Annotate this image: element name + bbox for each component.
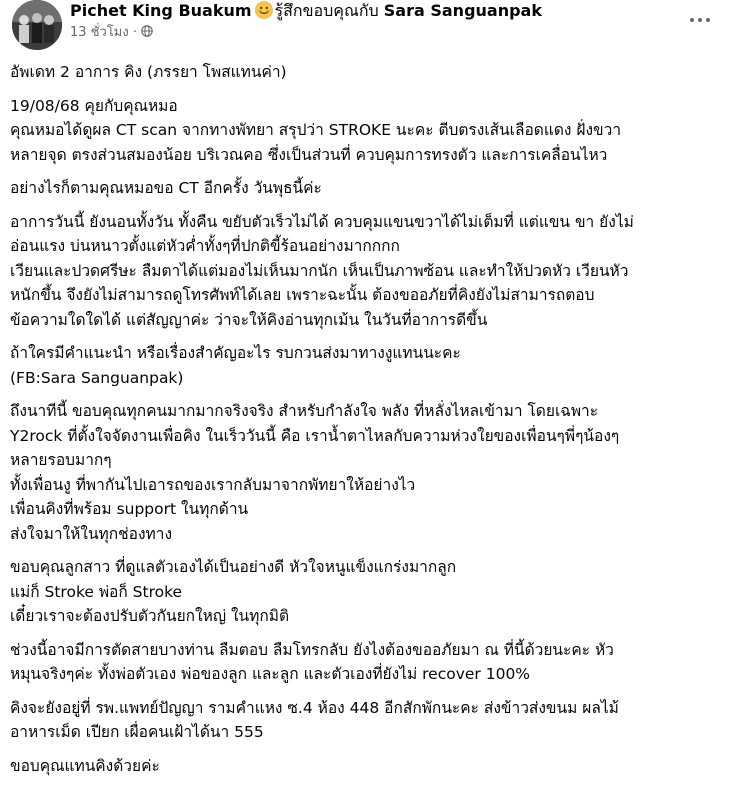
- post-text-line: ช่วงนี้อาจมีการตัดสายบางท่าน ลืมตอบ ลืมโทรกลับ ยังไงต้องขออภัยมา ณ ที่นี้ด้วยนะคะ หัว: [10, 640, 614, 659]
- post-text-line: ถ้าใครมีคำแนะนำ หรือเรื่องสำคัญอะไร รบกวนส่งมาทางงูแทนนะคะ: [10, 344, 461, 362]
- post-paragraph: [10, 638, 722, 687]
- post-header: [12, 0, 718, 52]
- post-paragraph: [10, 60, 722, 85]
- post-paragraph: [10, 555, 722, 629]
- post-body: [10, 60, 722, 787]
- smiling-face-emoji-icon: [255, 1, 273, 19]
- post-text-line: ทั้งเพื่อนงู ที่พากันไปเอารถของเรากลับมาจากพัทยาให้อย่างไว: [10, 475, 416, 494]
- tagged-person[interactable]: Sara Sanguanpak: [383, 1, 542, 20]
- post-timestamp[interactable]: 13 ชั่วโมง: [70, 25, 129, 40]
- post-text-line: ขอบคุณลูกสาว ที่ดูแลตัวเองได้เป็นอย่างดี หัวใจหนูแข็งแกร่งมากลูก: [10, 558, 457, 576]
- post-paragraph: [10, 94, 722, 168]
- post-text-line: ขอบคุณแทนคิงด้วยค่ะ: [10, 756, 160, 775]
- post-text-line: เพื่อนคิงที่พร้อม support ในทุกด้าน: [10, 500, 249, 518]
- globe-icon[interactable]: [141, 25, 153, 37]
- more-options-button[interactable]: [682, 6, 718, 34]
- post-paragraph: [10, 341, 722, 390]
- post-text-line: เดี๋ยวเราจะต้องปรับตัวกันยกใหญ่ ในทุกมิติ: [10, 607, 290, 625]
- post-text-line: หลายรอบมากๆ: [10, 451, 112, 469]
- more-dot: [698, 18, 702, 22]
- more-dot: [690, 18, 694, 22]
- post-text-line: ถึงนาทีนี้ ขอบคุณทุกคนมากมากจริงจริง สำหรับกำลังใจ พลัง ที่หลั่งไหลเข้ามา โดยเฉพาะ: [10, 402, 599, 420]
- post-paragraph: [10, 399, 722, 546]
- post-text-line: หลายจุด ตรงส่วนสมองน้อย บริเวณคอ ซึ่งเป็นส่วนที่ ควบคุมการทรงตัว และการเคลื่อนไหว: [10, 145, 608, 164]
- post-text-line: อ่อนแรง บ่นหนาวตั้งแต่หัวค่ำทั้งๆที่ปกติขี้ร้อนอย่างมากกกก: [10, 237, 400, 255]
- post-text-line: อย่างไรก็ตามคุณหมอขอ CT อีกครั้ง วันพุธนี้ค่ะ: [10, 179, 322, 197]
- post-paragraph: [10, 754, 722, 779]
- post-text-line: แม่ก็ Stroke พ่อก็ Stroke: [10, 582, 183, 601]
- avatar-image: [12, 0, 62, 50]
- post-text-line: หนักขึ้น จึงยังไม่สามารถดูโทรศัพท์ได้เลย เพราะฉะนั้น ต้องขออภัยที่คิงยังไม่สามารถตอบ: [10, 286, 595, 304]
- post-text-line: หมุนจริงๆค่ะ ทั้งพ่อตัวเอง พ่อของลูก และลูก และตัวเองที่ยังไม่ recover 100%: [10, 665, 531, 683]
- post-text-line: Y2rock ที่ตั้งใจจัดงานเพื่อคิง ในเร็ววันนี้ คือ เราน้ำตาไหลกับความห่วงใยของเพื่อนๆพี่ๆน้องๆ: [10, 426, 620, 445]
- post-text-line: ส่งใจมาให้ในทุกช่องทาง: [10, 524, 173, 543]
- post-text-line: คุณหมอได้ดูผล CT scan จากทางพัทยา สรุปว่า STROKE นะคะ ตีบตรงเส้นเลือดแดง ฝั่งขวา: [10, 121, 622, 139]
- author-line: [70, 0, 542, 22]
- post-text-line: เวียนและปวดศรีษะ ลืมตาได้แต่มองไม่เห็นมากนัก เห็นเป็นภาพซ้อน และทำให้ปวดหัว เวียนหัว: [10, 261, 629, 280]
- meta-separator: ·: [132, 25, 137, 40]
- post-paragraph: [10, 696, 722, 745]
- post-text-line: อาการวันนี้ ยังนอนทั้งวัน ทั้งคืน ขยับตัวเร็วไม่ได้ ควบคุมแขนขวาได้ไม่เต็มที่ แต่แขน ขา ยังไม่: [10, 212, 634, 231]
- more-dot: [706, 18, 710, 22]
- feeling-text: รู้สึกขอบคุณกับ: [274, 1, 379, 20]
- post-text-line: อัพเดท 2 อาการ คิง (ภรรยา โพสแทนค่า): [10, 63, 287, 81]
- author-avatar[interactable]: [12, 0, 62, 50]
- post-paragraph: [10, 210, 722, 333]
- post-text-line: ข้อความใดใดได้ แต่สัญญาค่ะ ว่าจะให้คิงอ่านทุกเม้น ในวันที่อาการดีขึ้น: [10, 310, 488, 329]
- post-text-line: (FB:Sara Sanguanpak): [10, 368, 184, 387]
- post-paragraph: [10, 176, 722, 201]
- post-text-line: อาหารเม็ด เปียก เผื่อคนเฝ้าได้นา 555: [10, 723, 264, 741]
- author-name[interactable]: Pichet King Buakum: [70, 1, 252, 20]
- post-text-line: 19/08/68 คุยกับคุณหมอ: [10, 96, 178, 115]
- post-text-line: คิงจะยังอยู่ที่ รพ.แพทย์ปัญญา รามคำแหง ซ.4 ห้อง 448 อีกสักพักนะคะ ส่งข้าวส่งขนม ผลไม้: [10, 698, 619, 717]
- post-meta: [70, 24, 153, 42]
